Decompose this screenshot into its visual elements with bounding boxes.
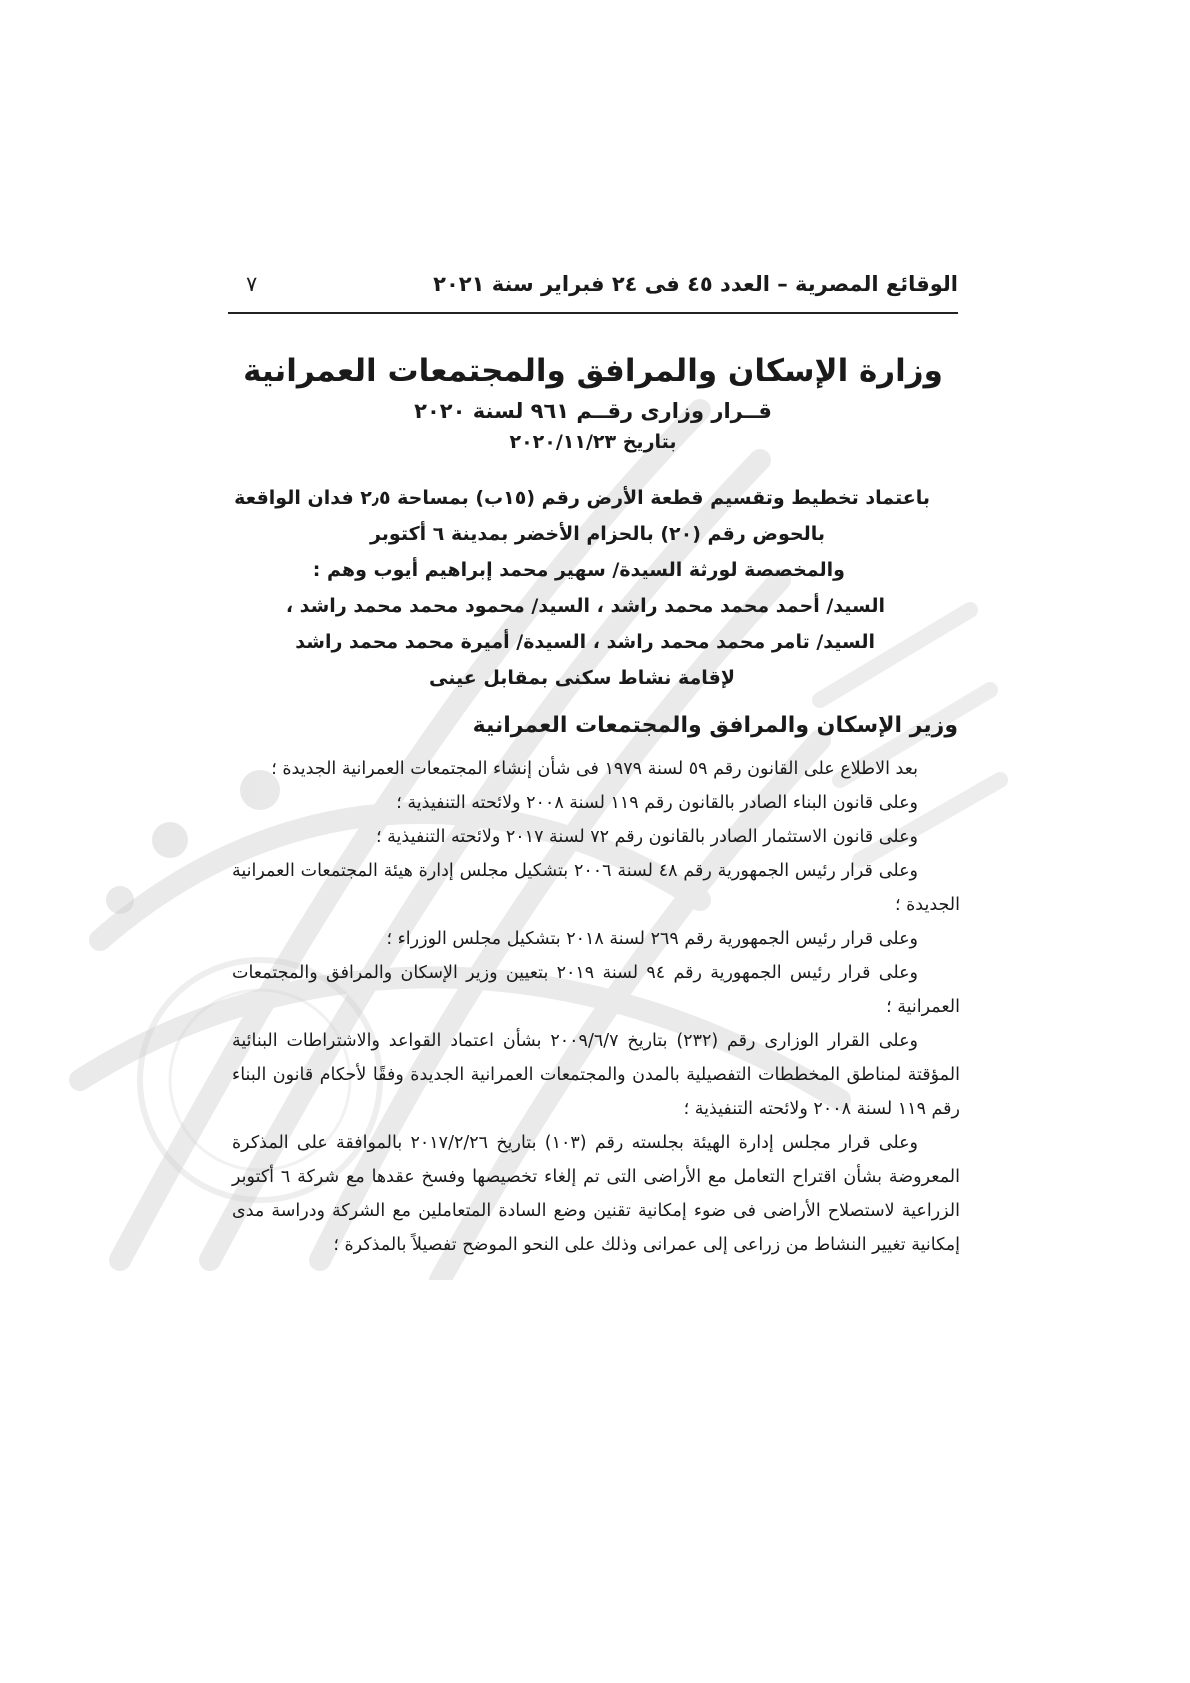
preamble-paragraph: وعلى قرار رئيس الجمهورية رقم ٢٦٩ لسنة ٢٠١٨ بتشكيل مجلس الوزراء ؛: [386, 929, 918, 949]
preamble-paragraph: وعلى قرار مجلس إدارة الهيئة بجلسته رقم (١٠٣) بتاريخ ٢٠١٧/٢/٢٦ بالموافقة على المذكرة المعروضة بشأن اقتراح التعامل مع الأراضى التى تم إلغاء تخصيصها وفسخ عقدها مع شركة ٦ أكتوبر الزراعية لاستصلاح الأراضى فى ضوء إمكانية تقنين وضع السادة المتعاملين مع الشركة ودراسة مدى إمكانية تغيير النشاط من زراعى إلى عمرانى وذلك على النحو الموضح تفصيلاً بالمذكرة ؛: [232, 1133, 961, 1255]
minister-title: وزير الإسكان والمرافق والمجتمعات العمرانية: [472, 713, 958, 738]
preamble-paragraph: وعلى قانون البناء الصادر بالقانون رقم ١١٩ لسنة ٢٠٠٨ ولائحته التنفيذية ؛: [396, 793, 918, 813]
page-number: ٧: [246, 272, 258, 296]
preamble-paragraph: وعلى القرار الوزارى رقم (٢٣٢) بتاريخ ٢٠٠٩/٦/٧ بشأن اعتماد القواعد والاشتراطات البنائية المؤقتة لمناطق المخططات التفصيلية بالمدن والمجتمعات العمرانية الجديدة وفقًا لأحكام قانون البناء رقم ١١٩ لسنة ٢٠٠٨ ولائحته التنفيذية ؛: [232, 1031, 960, 1119]
preamble-paragraph: وعلى قانون الاستثمار الصادر بالقانون رقم ٧٢ لسنة ٢٠١٧ ولائحته التنفيذية ؛: [376, 827, 918, 847]
gazette-issue-title: الوقائع المصرية – العدد ٤٥ فى ٢٤ فبراير سنة ٢٠٢١: [433, 272, 958, 296]
subject-line: السيد/ تامر محمد محمد راشد ، السيدة/ أميرة محمد محمد راشد: [295, 631, 875, 653]
decree-preamble: [232, 752, 960, 1262]
subject-line: بالحوض رقم (٢٠) بالحزام الأخضر بمدينة ٦ أكتوبر: [369, 523, 825, 545]
subject-line: لإقامة نشاط سكنى بمقابل عينى: [428, 667, 735, 689]
decree-date: بتاريخ ٢٠٢٠/١١/٢٣: [509, 431, 677, 453]
decree-title: قــرار وزارى رقــم ٩٦١ لسنة ٢٠٢٠: [414, 399, 772, 423]
running-header: [228, 272, 958, 314]
preamble-paragraph: وعلى قرار رئيس الجمهورية رقم ٩٤ لسنة ٢٠١٩ بتعيين وزير الإسكان والمرافق والمجتمعات العمرانية ؛: [232, 963, 960, 1017]
preamble-paragraph: بعد الاطلاع على القانون رقم ٥٩ لسنة ١٩٧٩ فى شأن إنشاء المجتمعات العمرانية الجديدة ؛: [271, 759, 918, 779]
decree-heading: [228, 345, 958, 461]
subject-line: والمخصصة لورثة السيدة/ سهير محمد إبراهيم أيوب وهم :: [312, 559, 845, 581]
subject-line: السيد/ أحمد محمد محمد راشد ، السيد/ محمود محمد محمد راشد ،: [285, 595, 885, 617]
decree-subject: [230, 480, 930, 696]
ministry-name: وزارة الإسكان والمرافق والمجتمعات العمرانية: [243, 353, 943, 389]
preamble-paragraph: وعلى قرار رئيس الجمهورية رقم ٤٨ لسنة ٢٠٠٦ بتشكيل مجلس إدارة هيئة المجتمعات العمرانية الجديدة ؛: [232, 861, 960, 915]
subject-line: باعتماد تخطيط وتقسيم قطعة الأرض رقم (١٥ب) بمساحة ٢٫٥ فدان الواقعة: [234, 487, 930, 509]
